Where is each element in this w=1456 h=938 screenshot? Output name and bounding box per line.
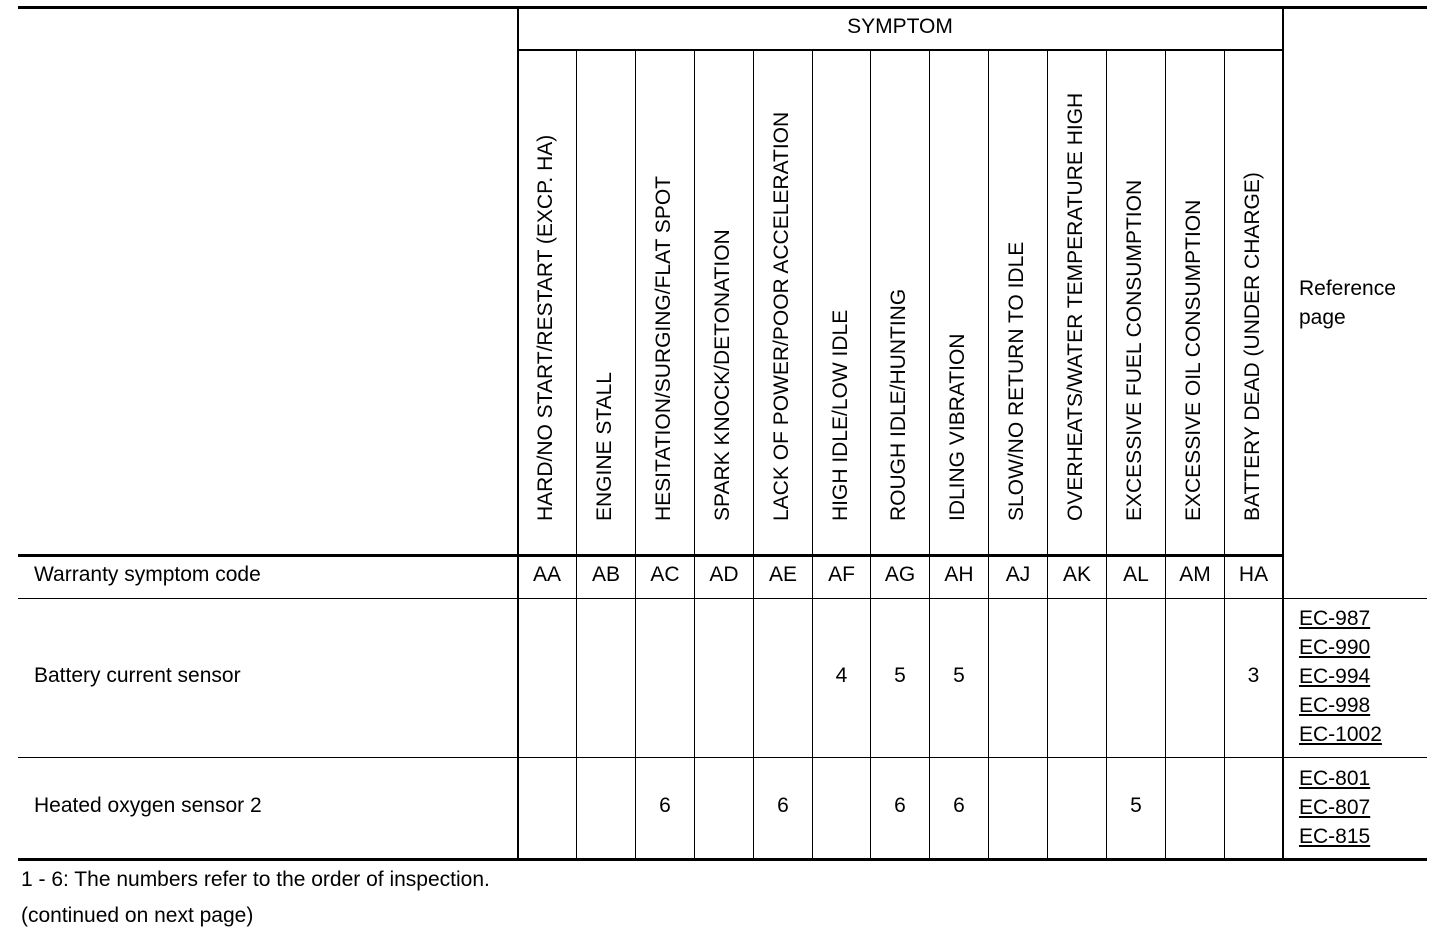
rule-row-1: [18, 757, 1427, 758]
warranty-code: AF: [828, 563, 855, 586]
warranty-code: HA: [1238, 563, 1269, 586]
warranty-code: AC: [650, 563, 680, 586]
col-rule: [635, 50, 636, 859]
col-rule: [576, 50, 577, 859]
warranty-code: AE: [768, 563, 797, 586]
cell-value: 6: [953, 794, 965, 817]
col-rule: [694, 50, 695, 859]
rule-bottom: [18, 858, 1427, 861]
reference-links-battery-current-sensor: [1299, 604, 1382, 749]
reference-link[interactable]: EC-815: [1299, 825, 1371, 848]
warranty-code: AB: [591, 563, 620, 586]
reference-links-heated-oxygen-sensor-2: [1299, 764, 1370, 851]
reference-link[interactable]: EC-987: [1299, 607, 1371, 630]
reference-link[interactable]: EC-1002: [1299, 723, 1382, 746]
col-rule: [1282, 8, 1284, 859]
cell-value: 4: [835, 664, 848, 687]
symptom-group-header: SYMPTOM: [847, 15, 953, 38]
col-rule: [753, 50, 754, 859]
warranty-code: AK: [1062, 563, 1091, 586]
warranty-code: AD: [709, 563, 739, 586]
cell-value: 6: [659, 794, 671, 817]
warranty-code: AM: [1179, 563, 1211, 586]
cell-value: 5: [953, 664, 965, 687]
reference-link[interactable]: EC-994: [1299, 665, 1371, 688]
col-rule: [929, 50, 930, 859]
warranty-code: AL: [1123, 563, 1149, 586]
col-rule: [1224, 50, 1225, 859]
continued-note: (continued on next page): [21, 904, 254, 927]
cell-value: 6: [894, 794, 906, 817]
rule-code-row: [18, 598, 1427, 599]
col-rule: [1047, 50, 1048, 859]
warranty-code: AA: [532, 563, 561, 586]
cell-value: 5: [1130, 794, 1142, 817]
warranty-row-label: Warranty symptom code: [34, 563, 261, 586]
reference-link[interactable]: EC-990: [1299, 636, 1371, 659]
col-rule: [812, 50, 813, 859]
inspection-order-note: 1 - 6: The numbers refer to the order of inspection.: [21, 868, 490, 891]
warranty-code: AJ: [1005, 563, 1031, 586]
cell-value: 5: [894, 664, 906, 687]
warranty-code: AH: [944, 563, 974, 586]
rule-header-bottom: [18, 554, 1283, 557]
reference-link[interactable]: EC-801: [1299, 767, 1371, 790]
col-rule: [870, 50, 871, 859]
row-label-heated-oxygen-sensor-2: Heated oxygen sensor 2: [34, 794, 262, 817]
cell-value: 3: [1247, 664, 1260, 687]
symptom-table-page: SYMPTOM HARD/NO START/RESTART (EXCP. HA) ENGINE STALL HESITATION/SURGING/FLAT SPOT SPARK KNOCK/DETONATION LACK OF POWER/POOR ACCELERATION HIGH IDLE/LOW IDLE ROUGH IDLE/HUNTING IDLING VIBRATION SLOW/NO RETURN TO IDLE OVERHEATS/WATER TEMPERATURE HIGH EXCESSIVE FUEL CONSUMPTION EXCESSIVE OIL CONSUMPTION BATTERY DEAD (UNDER CHARGE) Reference page Warranty symptom code AA AB AC AD AE AF AG AH AJ AK AL AM HA Battery current sensor 4 5 5 3 EC-987 EC-990 EC-994 EC-998 EC-1002 Heated oxygen sensor 2 6 6 6 6 5 EC-801 EC-807 EC-815 1 - 6: The numbers refer to the order of inspection. (continued on next page): [0, 0, 1456, 938]
reference-header: Reference page: [1299, 277, 1396, 329]
rule-top: [18, 6, 1427, 9]
col-rule: [988, 50, 989, 859]
col-rule: [1165, 50, 1166, 859]
cell-value: 6: [777, 794, 789, 817]
col-rule: [1106, 50, 1107, 859]
rule-symptom-header: [517, 49, 1283, 51]
reference-link[interactable]: EC-807: [1299, 796, 1371, 819]
row-label-battery-current-sensor: Battery current sensor: [34, 664, 241, 687]
warranty-code: AG: [884, 563, 916, 586]
col-rule: [517, 8, 519, 859]
reference-link[interactable]: EC-998: [1299, 694, 1371, 717]
